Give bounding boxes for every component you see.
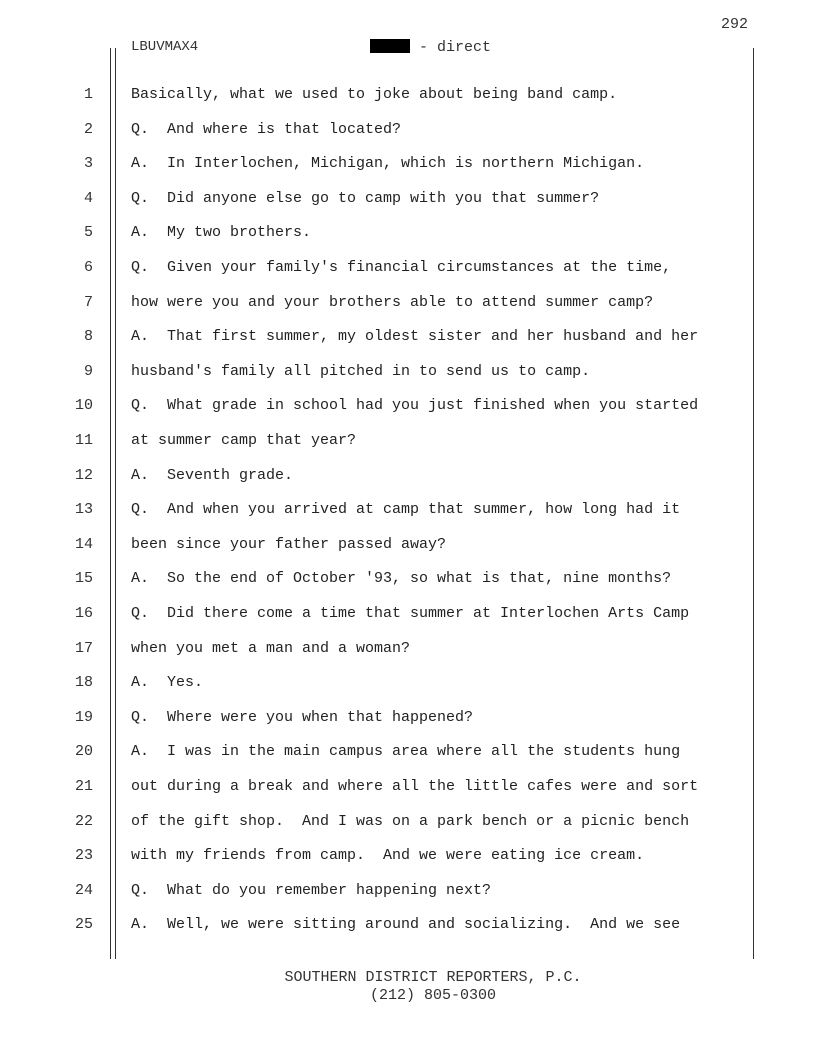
header-witness xyxy=(370,39,491,56)
left-margin-rule-inner xyxy=(115,48,116,959)
line-number: 22 xyxy=(74,812,93,830)
right-margin-rule xyxy=(753,48,754,959)
transcript-line: Q. Did there come a time that summer at Interlochen Arts Camp xyxy=(131,605,690,622)
transcript-line: when you met a man and a woman? xyxy=(131,639,411,657)
line-number: 24 xyxy=(74,881,93,899)
line-number: 8 xyxy=(83,328,93,346)
line-number: 23 xyxy=(74,847,93,865)
line-number: 19 xyxy=(74,708,93,726)
transcript-line: A. So the end of October '93, so what is that, nine months? xyxy=(131,570,672,588)
line-number: 2 xyxy=(83,120,93,138)
line-number: 14 xyxy=(74,535,93,553)
line-number: 15 xyxy=(74,570,93,588)
line-number: 20 xyxy=(74,743,93,761)
transcript-line: A. Well, we were sitting around and socializing. And we see xyxy=(131,916,681,934)
line-number: 21 xyxy=(74,778,93,795)
header-case-code: LBUVMAX4 xyxy=(131,39,199,55)
transcript-line: Q. And where is that located? xyxy=(131,120,402,138)
line-number: 25 xyxy=(74,916,93,934)
footer-reporter-name: SOUTHERN DISTRICT REPORTERS, P.C. xyxy=(284,969,582,986)
line-number: 18 xyxy=(74,674,93,692)
footer-phone: (212) 805-0300 xyxy=(369,987,497,1004)
line-number: 11 xyxy=(74,432,93,449)
left-margin-rule-outer xyxy=(110,48,111,959)
transcript-line: A. In Interlochen, Michigan, which is northern Michigan. xyxy=(131,155,645,173)
line-number: 7 xyxy=(83,293,93,311)
transcript-line: at summer camp that year? xyxy=(131,432,357,449)
transcript-line: Q. What do you remember happening next? xyxy=(131,881,492,899)
transcript-line: Q. Where were you when that happened? xyxy=(131,708,474,726)
line-number: 16 xyxy=(74,605,93,622)
header-section: - direct xyxy=(419,39,492,56)
transcript-line: of the gift shop. And I was on a park bench or a picnic bench xyxy=(131,812,690,830)
transcript-line: A. Yes. xyxy=(131,674,204,692)
transcript-line: Q. What grade in school had you just finished when you started xyxy=(131,397,699,415)
transcript-line: out during a break and where all the little cafes were and sort xyxy=(131,778,699,795)
line-number: 12 xyxy=(74,466,93,484)
line-number: 4 xyxy=(83,189,93,207)
line-number: 9 xyxy=(83,362,93,380)
transcript-line: A. My two brothers. xyxy=(131,224,312,242)
transcript-line: been since your father passed away? xyxy=(131,535,447,553)
line-number: 13 xyxy=(74,501,93,519)
transcript-line: A. I was in the main campus area where all the students hung xyxy=(131,743,681,761)
transcript-line: A. That first summer, my oldest sister and her husband and her xyxy=(131,328,699,346)
line-number: 10 xyxy=(74,397,93,415)
transcript-line: husband's family all pitched in to send us to camp. xyxy=(131,362,591,380)
transcript-line: with my friends from camp. And we were eating ice cream. xyxy=(131,847,645,865)
transcript-line: Q. Given your family's financial circumstances at the time, xyxy=(131,259,672,276)
transcript-line: how were you and your brothers able to attend summer camp? xyxy=(131,293,654,311)
line-number: 1 xyxy=(83,86,93,103)
transcript-line: A. Seventh grade. xyxy=(131,466,294,484)
transcript-line: Q. And when you arrived at camp that summer, how long had it xyxy=(131,501,681,519)
redaction-bar xyxy=(370,39,410,53)
line-number: 5 xyxy=(83,224,93,242)
line-number: 6 xyxy=(83,259,93,276)
page-number: 292 xyxy=(720,16,748,33)
transcript-line: Q. Did anyone else go to camp with you that summer? xyxy=(131,189,600,207)
line-number: 3 xyxy=(83,155,93,173)
footer xyxy=(0,969,816,1005)
line-number: 17 xyxy=(74,639,93,657)
transcript-line: Basically, what we used to joke about being band camp. xyxy=(131,86,618,103)
